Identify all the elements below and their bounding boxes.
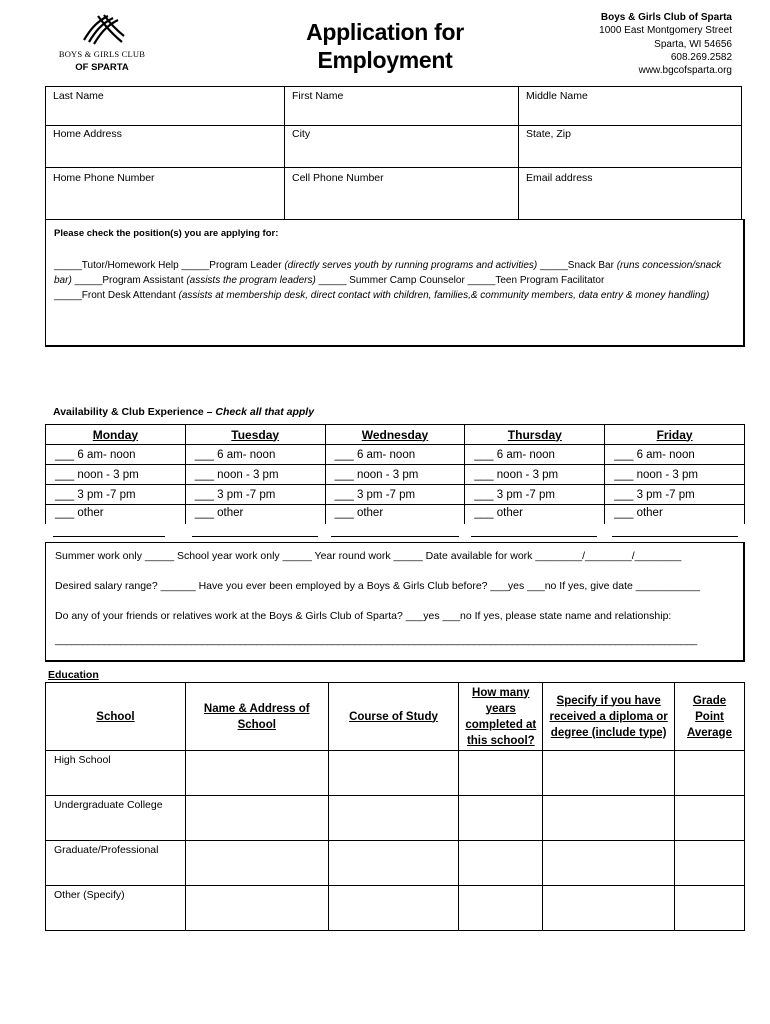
input-cell[interactable] [328, 751, 459, 796]
slot-checkbox[interactable]: ___ 3 pm -7 pm [325, 485, 465, 505]
col-gpa: Grade Point Average [675, 683, 745, 751]
org-phone: 608.269.2582 [670, 51, 732, 63]
col-school: School [46, 683, 186, 751]
row-label: Graduate/Professional [46, 841, 186, 886]
club-logo [52, 12, 152, 76]
home-phone-field[interactable]: Home Phone Number [53, 172, 155, 184]
day-thursday: Thursday [465, 425, 605, 445]
education-row-graduate [46, 841, 745, 886]
positions-options [54, 258, 740, 303]
slot-checkbox[interactable]: ___ 6 am- noon [325, 445, 465, 465]
grid-divider [45, 125, 742, 126]
education-row-high-school [46, 751, 745, 796]
day-tuesday: Tuesday [185, 425, 325, 445]
first-name-field[interactable]: First Name [292, 90, 344, 102]
slot-checkbox[interactable]: ___ 3 pm -7 pm [46, 485, 186, 505]
col-years: How many years completed at this school? [459, 683, 543, 751]
position-camp-counselor[interactable]: _____ Summer Camp Counselor [315, 275, 468, 286]
club-logo-icon [80, 12, 126, 46]
form-title [260, 18, 510, 74]
org-website: www.bgcofsparta.org [638, 65, 732, 77]
position-snack-bar-desc: (runs concession/snack bar) [54, 260, 722, 286]
slot-checkbox[interactable]: ___ noon - 3 pm [46, 465, 186, 485]
org-contact-block [599, 11, 732, 77]
other-underline [192, 536, 318, 537]
input-cell[interactable] [328, 841, 459, 886]
slot-checkbox[interactable]: ___ other [325, 505, 465, 525]
input-cell[interactable] [185, 841, 328, 886]
slot-checkbox[interactable]: ___ 6 am- noon [46, 445, 186, 465]
other-underline [53, 536, 165, 537]
slot-checkbox[interactable]: ___ other [465, 505, 605, 525]
day-monday: Monday [46, 425, 186, 445]
slot-checkbox[interactable]: ___ 6 am- noon [185, 445, 325, 465]
work-period-question[interactable]: Summer work only _____ School year work only _____ Year round work _____ Date available for work ________/________/________ [55, 550, 682, 562]
education-table [45, 682, 745, 931]
slot-row-midday [46, 465, 745, 485]
input-cell[interactable] [459, 796, 543, 841]
position-program-assistant-desc: (assists the program leaders) [186, 275, 316, 286]
slot-row-evening [46, 485, 745, 505]
availability-table [45, 424, 745, 525]
salary-question[interactable]: Desired salary range? ______ Have you ever been employed by a Boys & Girls Club before? ___yes ___no If yes, give date ___________ [55, 580, 700, 592]
row-label: Undergraduate College [46, 796, 186, 841]
cell-phone-field[interactable]: Cell Phone Number [292, 172, 384, 184]
org-name: Boys & Girls Club of Sparta [600, 12, 732, 23]
last-name-field[interactable]: Last Name [53, 90, 104, 102]
slot-checkbox[interactable]: ___ noon - 3 pm [185, 465, 325, 485]
position-program-assistant[interactable]: _____Program Assistant [71, 275, 187, 286]
input-cell[interactable] [675, 886, 745, 931]
education-header-row [46, 683, 745, 751]
day-friday: Friday [605, 425, 745, 445]
grid-divider [45, 167, 742, 168]
input-cell[interactable] [459, 886, 543, 931]
slot-checkbox[interactable]: ___ other [46, 505, 186, 525]
availability-heading-bold: Availability & Club Experience – [53, 406, 216, 418]
position-front-desk[interactable]: _____Front Desk Attendant [54, 290, 179, 301]
position-program-leader[interactable]: _____Program Leader [181, 260, 285, 271]
input-cell[interactable] [675, 841, 745, 886]
org-city: Sparta, WI 54656 [654, 38, 732, 50]
slot-checkbox[interactable]: ___ other [605, 505, 745, 525]
form-title-line1: Application for [306, 19, 464, 45]
input-cell[interactable] [185, 796, 328, 841]
grid-divider [518, 86, 519, 220]
relatives-answer-line[interactable]: ______________________________________________________________________________________________________________________ [55, 634, 697, 646]
day-wednesday: Wednesday [325, 425, 465, 445]
slot-row-morning [46, 445, 745, 465]
grid-divider [284, 86, 285, 220]
slot-checkbox[interactable]: ___ 3 pm -7 pm [605, 485, 745, 505]
slot-checkbox[interactable]: ___ noon - 3 pm [465, 465, 605, 485]
slot-checkbox[interactable]: ___ 6 am- noon [465, 445, 605, 465]
slot-row-other [46, 505, 745, 525]
other-underline [331, 536, 459, 537]
education-heading: Education [48, 669, 99, 681]
middle-name-field[interactable]: Middle Name [526, 90, 588, 102]
position-teen-facilitator[interactable]: _____Teen Program Facilitator [467, 275, 605, 286]
input-cell[interactable] [543, 751, 675, 796]
slot-checkbox[interactable]: ___ other [185, 505, 325, 525]
input-cell[interactable] [328, 886, 459, 931]
availability-heading-italic: Check all that apply [215, 406, 315, 418]
input-cell[interactable] [543, 796, 675, 841]
slot-checkbox[interactable]: ___ noon - 3 pm [605, 465, 745, 485]
input-cell[interactable] [185, 886, 328, 931]
input-cell[interactable] [543, 886, 675, 931]
email-field[interactable]: Email address [526, 172, 593, 184]
additional-questions [45, 542, 745, 662]
row-label: High School [46, 751, 186, 796]
position-tutor[interactable]: _____Tutor/Homework Help [54, 260, 182, 271]
position-snack-bar[interactable]: _____Snack Bar [537, 260, 617, 271]
col-name-address: Name & Address of School [185, 683, 328, 751]
logo-text-line1: BOYS & GIRLS CLUB [58, 49, 146, 59]
input-cell[interactable] [675, 751, 745, 796]
form-title-line2: Employment [317, 47, 453, 73]
other-underline [471, 536, 597, 537]
col-diploma: Specify if you have received a diploma or degree (include type) [543, 683, 675, 751]
positions-heading: Please check the position(s) you are applying for: [54, 228, 279, 239]
slot-checkbox[interactable]: ___ 6 am- noon [605, 445, 745, 465]
relatives-question[interactable]: Do any of your friends or relatives work at the Boys & Girls Club of Sparta? ___yes ___no If yes, please state name and relationship: [55, 610, 672, 622]
personal-info-grid [45, 86, 742, 220]
slot-checkbox[interactable]: ___ 3 pm -7 pm [185, 485, 325, 505]
input-cell[interactable] [675, 796, 745, 841]
state-zip-field[interactable]: State, Zip [526, 128, 571, 140]
education-row-other [46, 886, 745, 931]
availability-heading [53, 406, 314, 418]
logo-text-line2: OF SPARTA [75, 62, 129, 73]
input-cell[interactable] [459, 841, 543, 886]
position-front-desk-desc: (assists at membership desk, direct contact with children, families,& community members, data entry & money handling) [178, 290, 710, 301]
positions-section [45, 219, 745, 347]
position-program-leader-desc: (directly serves youth by running programs and activities) [284, 260, 538, 271]
home-address-field[interactable]: Home Address [53, 128, 122, 140]
input-cell[interactable] [459, 751, 543, 796]
other-underline [612, 536, 738, 537]
slot-checkbox[interactable]: ___ noon - 3 pm [325, 465, 465, 485]
input-cell[interactable] [328, 796, 459, 841]
row-label: Other (Specify) [46, 886, 186, 931]
input-cell[interactable] [543, 841, 675, 886]
slot-checkbox[interactable]: ___ 3 pm -7 pm [465, 485, 605, 505]
col-course: Course of Study [328, 683, 459, 751]
availability-day-row [46, 425, 745, 445]
input-cell[interactable] [185, 751, 328, 796]
org-street: 1000 East Montgomery Street [599, 25, 732, 37]
education-row-undergrad [46, 796, 745, 841]
city-field[interactable]: City [292, 128, 311, 140]
